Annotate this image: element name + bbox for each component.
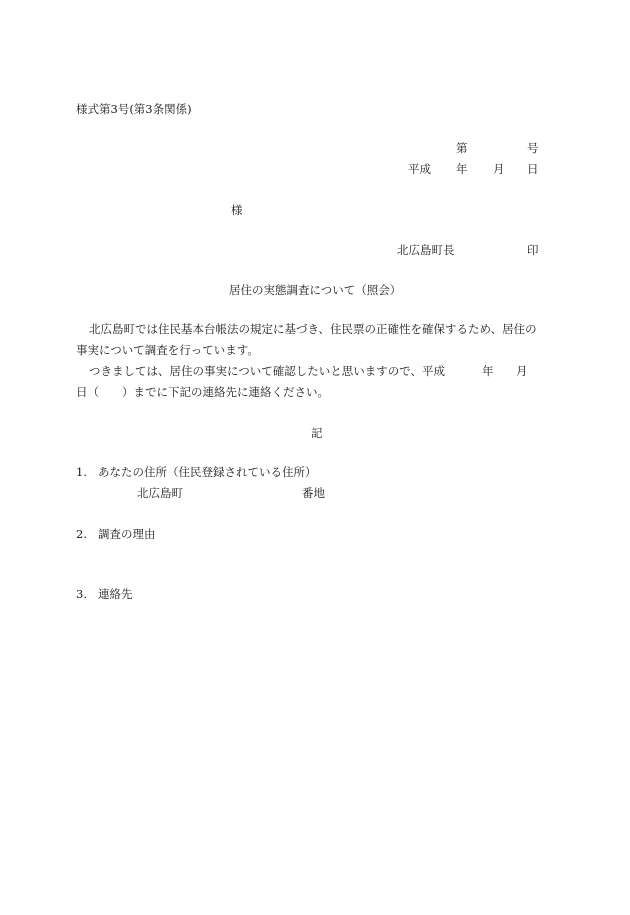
body-para1-line1: 北広島町では住民基本台帳法の規定に基づき、住民票の正確性を確保するため、居住の [89,322,537,336]
ki-heading: 記 [311,426,323,440]
date-era: 平成 [408,162,431,176]
body-para2-line2: 日（ ）までに下記の連絡先に連絡ください。 [76,385,329,399]
document-number-prefix: 第 [456,141,468,155]
document-number-suffix: 号 [527,141,539,155]
item3-number: 3. [76,587,87,601]
item1-label: あなたの住所（住民登録されている住所） [98,465,317,479]
date-year: 年 [456,162,468,176]
seal-mark: 印 [527,243,539,257]
addressee-suffix: 様 [231,203,243,217]
body-para2-month: 月 [516,364,528,378]
form-label: 様式第3号(第3条関係) [76,102,192,116]
date-month: 月 [493,162,505,176]
item2-number: 2. [76,527,87,541]
body-para1-line2: 事実について調査を行っています。 [76,343,259,357]
body-para2-line1: つきましては、居住の事実について確認したいと思いますので、平成 [89,364,446,378]
item1-banchi: 番地 [302,486,325,500]
item3-label: 連絡先 [98,587,133,601]
item1-town: 北広島町 [137,486,183,500]
document-title: 居住の実態調査について（照会） [229,283,402,297]
sender-title: 北広島町長 [397,243,455,257]
item2-label: 調査の理由 [98,527,156,541]
item1-number: 1. [76,465,87,479]
date-day: 日 [527,162,539,176]
body-para2-year: 年 [482,364,494,378]
